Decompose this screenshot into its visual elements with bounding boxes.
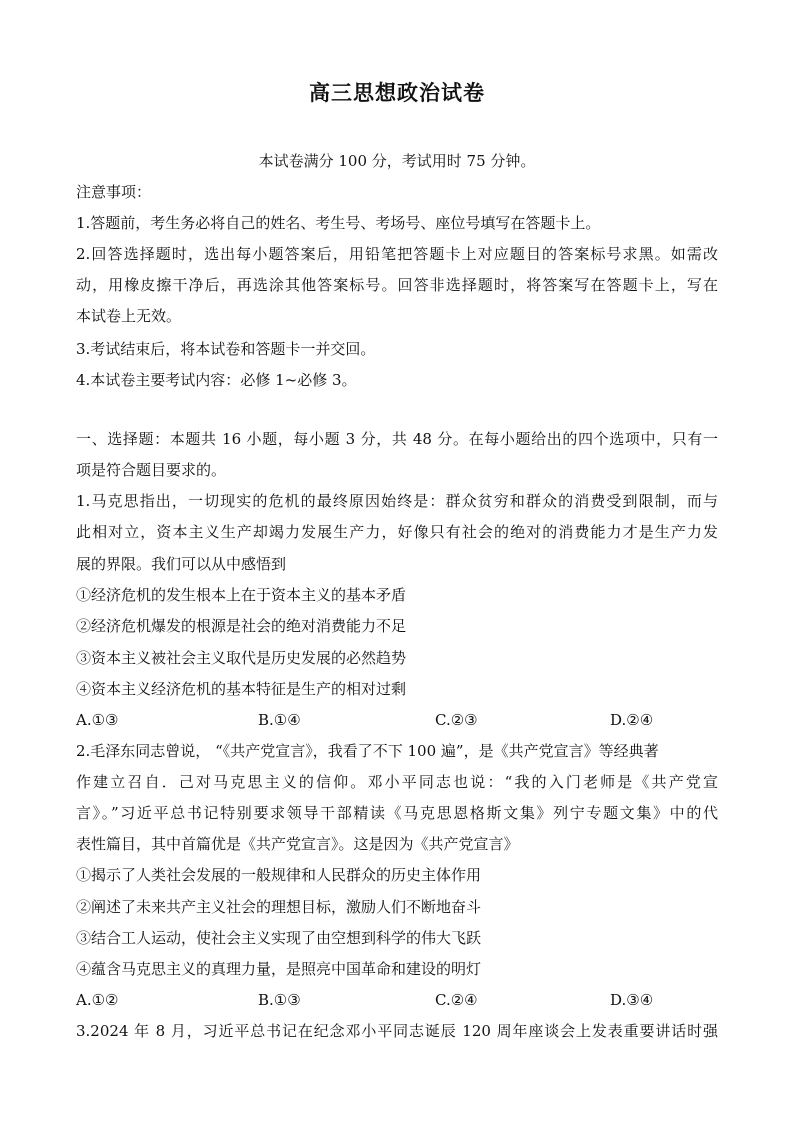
notice-item-2-line-3: 本试卷上无效。 bbox=[76, 307, 182, 325]
q1-statement-2: ②经济危机爆发的根源是社会的绝对消费能力不足 bbox=[76, 617, 407, 635]
q2-statement-3: ③结合工人运动，使社会主义实现了由空想到科学的伟大飞跃 bbox=[76, 929, 482, 947]
q2-stem-line-2: 作建立召自．己对马克思主义的信仰。邓小平同志也说：“我的入门老师是《共产党宣 bbox=[76, 773, 718, 791]
notice-item-2-line-2: 动，用橡皮擦干净后，再选涂其他答案标号。回答非选择题时，将答案写在答题卡上，写在 bbox=[76, 276, 718, 294]
q1-stem-line-3: 展的界限。我们可以从中感悟到 bbox=[76, 555, 287, 573]
notice-item-2-line-1: 2.回答选择题时，选出每小题答案后，用铅笔把答题卡上对应题目的答案标号求黑。如需改 bbox=[76, 245, 718, 263]
notice-item-4: 4.本试卷主要考试内容：必修 1~必修 3。 bbox=[76, 371, 357, 389]
q1-statement-1: ①经济危机的发生根本上在于资本主义的基本矛盾 bbox=[76, 586, 407, 604]
q1-statement-4: ④资本主义经济危机的基本特征是生产的相对过剩 bbox=[76, 680, 407, 698]
q3-stem-line-1: 3.2024 年 8 月，习近平总书记在纪念邓小平同志诞辰 120 周年座谈会上发表重要讲话时强 bbox=[76, 1022, 718, 1040]
q2-option-d: D.③④ bbox=[610, 991, 654, 1009]
q1-option-a: A.①③ bbox=[76, 711, 119, 729]
section-1-instruction-line-2: 项是符合题目要求的。 bbox=[76, 461, 227, 479]
q2-statement-1: ①揭示了人类社会发展的一般规律和人民群众的历史主体作用 bbox=[76, 866, 482, 884]
page-title: 高三思想政治试卷 bbox=[309, 81, 485, 105]
q1-option-c: C.②③ bbox=[435, 711, 478, 729]
notice-item-1: 1.答题前，考生务必将自己的姓名、考生号、考场号、座位号填写在答题卡上。 bbox=[76, 214, 601, 232]
q2-options bbox=[76, 990, 718, 1010]
q2-option-c: C.②④ bbox=[435, 991, 478, 1009]
q2-option-b: B.①③ bbox=[258, 991, 301, 1009]
exam-intro: 本试卷满分 100 分，考试用时 75 分钟。 bbox=[258, 152, 536, 170]
q1-statement-3: ③资本主义被社会主义取代是历史发展的必然趋势 bbox=[76, 649, 407, 667]
notice-item-3: 3.考试结束后，将本试卷和答题卡一并交回。 bbox=[76, 340, 376, 358]
notice-heading: 注意事项： bbox=[76, 183, 152, 201]
section-1-instruction-line-1: 一、选择题：本题共 16 小题，每小题 3 分，共 48 分。在每小题给出的四个选项中，只有一 bbox=[76, 430, 718, 448]
q1-option-d: D.②④ bbox=[610, 711, 654, 729]
q1-option-b: B.①④ bbox=[258, 711, 301, 729]
q2-stem-line-4: 表性篇目，其中首篇优是《共产党宣言》。这是因为《共产党宣言》 bbox=[76, 835, 519, 853]
q2-stem-line-3: 言》。”习近平总书记特别要求领导干部精读《马克思恩格斯文集》列宁专题文集》中的代 bbox=[76, 804, 718, 822]
q2-statement-4: ④蕴含马克思主义的真理力量，是照亮中国革命和建设的明灯 bbox=[76, 960, 482, 978]
q1-stem-line-2: 此相对立，资本主义生产却竭力发展生产力，好像只有社会的绝对的消费能力才是生产力发 bbox=[76, 523, 718, 541]
q2-stem-line-1: 2.毛泽东同志曾说， “《共产党宣言》，我看了不下 100 遍”，是《共产党宣言》等经典著 bbox=[76, 742, 659, 760]
q1-options bbox=[76, 710, 718, 730]
q2-option-a: A.①② bbox=[76, 991, 119, 1009]
q1-stem-line-1: 1.马克思指出，一切现实的危机的最终原因始终是：群众贫穷和群众的消费受到限制，而与 bbox=[76, 492, 718, 510]
q2-statement-2: ②阐述了未来共产主义社会的理想目标，激励人们不断地奋斗 bbox=[76, 898, 482, 916]
